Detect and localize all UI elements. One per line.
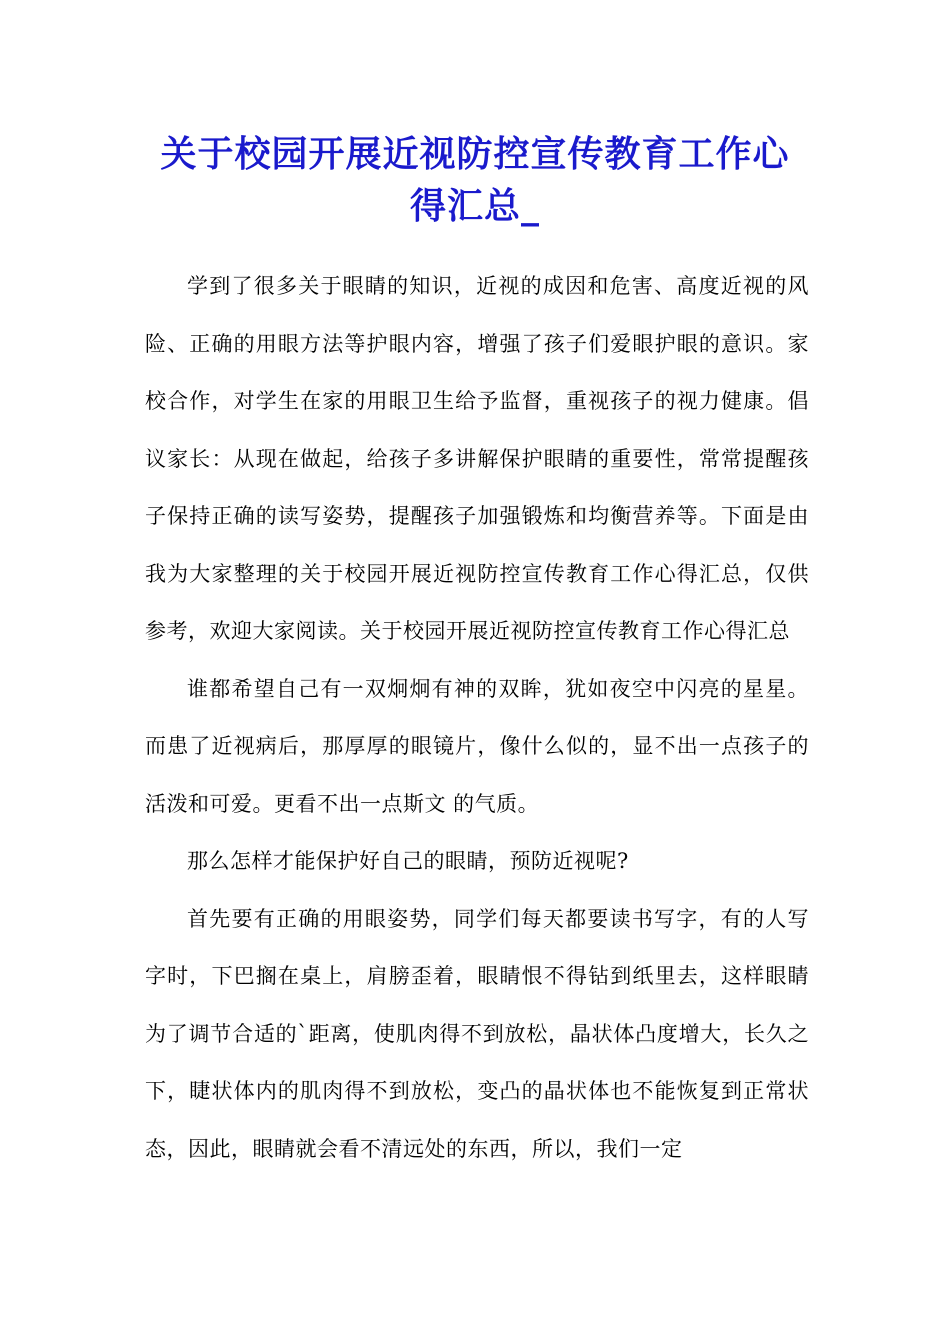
document-title: 关于校园开展近视防控宣传教育工作心得汇总_ [160, 133, 790, 227]
paragraph: 首先要有正确的用眼姿势，同学们每天都要读书写字，有的人写字时，下巴搁在桌上，肩膀歪着，眼睛恨不得钻到纸里去，这样眼睛为了调节合适的`距离，使肌肉得不到放松，晶状体凸度增大，长久之下，睫状体内的肌肉得不到放松，变凸的晶状体也不能恢复到正常状态，因此，眼睛就会看不清远处的东西，所以，我们一定 [145, 906, 809, 1161]
document-body [145, 258, 809, 1178]
paragraph: 那么怎样才能保护好自己的眼睛，预防近视呢? [187, 849, 629, 873]
paragraph: 学到了很多关于眼睛的知识，近视的成因和危害、高度近视的风险、正确的用眼方法等护眼内容，增强了孩子们爱眼护眼的意识。家校合作，对学生在家的用眼卫生给予监督，重视孩子的视力健康。倡议家长：从现在做起，给孩子多讲解保护眼睛的重要性，常常提醒孩子保持正确的读写姿势，提醒孩子加强锻炼和均衡营养等。下面是由我为大家整理的关于校园开展近视防控宣传教育工作心得汇总，仅供参考，欢迎大家阅读。关于校园开展近视防控宣传教育工作心得汇总 [145, 274, 809, 643]
paragraph: 谁都希望自己有一双炯炯有神的双眸，犹如夜空中闪亮的星星。而患了近视病后，那厚厚的眼镜片，像什么似的，显不出一点孩子的活泼和可爱。更看不出一点斯文 的气质。 [145, 676, 809, 816]
